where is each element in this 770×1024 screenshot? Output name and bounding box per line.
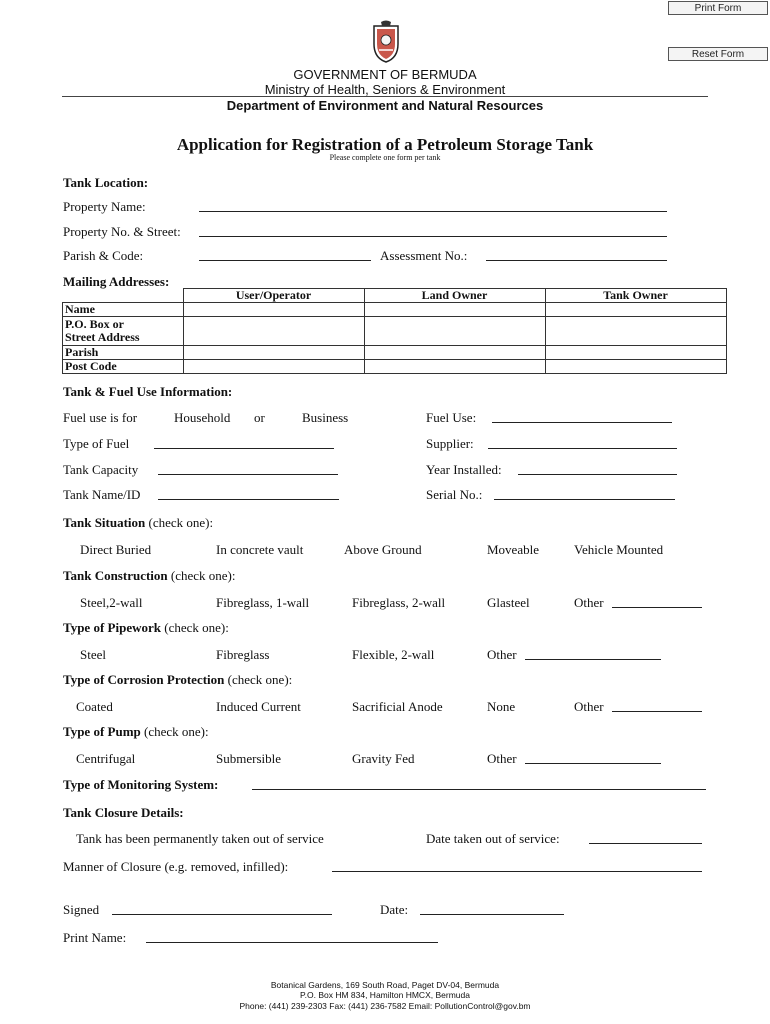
signed-label: Signed [63,902,100,917]
date-field[interactable] [420,901,564,915]
tank-situation-note: (check one): [148,515,214,530]
construction-option[interactable]: Fibreglass, 2-wall [352,595,446,610]
out-of-service-option[interactable]: Tank has been permanently taken out of service [76,831,324,846]
pump-option[interactable]: Gravity Fed [352,751,415,766]
signed-field[interactable] [112,901,332,915]
mailing-addresses-heading: Mailing Addresses: [63,274,170,289]
tank-name-id-field[interactable] [158,486,339,500]
reset-form-button[interactable]: Reset Form [668,47,768,61]
manner-label: Manner of Closure (e.g. removed, infilled): [63,859,289,874]
pipework-note: (check one): [164,620,229,635]
tank-construction-title: Tank Construction [63,568,168,583]
situation-option[interactable]: Direct Buried [80,542,152,557]
form-title: Application for Registration of a Petroleum Storage Tank [176,135,594,154]
corrosion-other-option[interactable]: Other [574,699,604,714]
tank-location-heading: Tank Location: [63,175,149,190]
footer-contact: Phone: (441) 239-2303 Fax: (441) 236-7582 Email: PollutionControl@gov.bm [239,1001,531,1011]
fuel-info-heading: Tank & Fuel Use Information: [63,384,233,399]
parish-code-label: Parish & Code: [63,248,144,263]
construction-option[interactable]: Glasteel [487,595,530,610]
construction-other-option[interactable]: Other [574,595,604,610]
property-name-label: Property Name: [63,199,146,214]
pump-other-option[interactable]: Other [487,751,517,766]
row-label-parish: Parish [63,346,184,360]
cell-input[interactable] [545,346,726,360]
cell-input[interactable] [364,346,545,360]
construction-option[interactable]: Fibreglass, 1-wall [216,595,310,610]
business-option[interactable]: Business [302,410,349,425]
tank-name-id-label: Tank Name/ID [63,487,141,502]
corrosion-option[interactable]: Coated [76,699,113,714]
pump-title: Type of Pump [63,724,141,739]
pipework-option[interactable]: Fibreglass [216,647,270,662]
row-label-address [63,317,184,346]
pipework-other-option[interactable]: Other [487,647,517,662]
cell-input[interactable] [364,303,545,317]
print-name-field[interactable] [146,929,438,943]
corrosion-option[interactable]: Induced Current [216,699,301,714]
cell-input[interactable] [364,317,545,346]
cell-input[interactable] [183,303,364,317]
tank-construction-heading [63,568,236,584]
corrosion-other-field[interactable] [612,698,702,712]
serial-no-field[interactable] [494,486,675,500]
assessment-no-field[interactable] [486,247,667,261]
cell-input[interactable] [545,303,726,317]
tank-situation-title: Tank Situation [63,515,146,530]
situation-option[interactable]: Moveable [487,542,539,557]
year-installed-field[interactable] [518,461,677,475]
fuel-use-field[interactable] [492,409,672,423]
row-label-post-code: Post Code [63,360,184,374]
date-label: Date: [380,902,409,917]
cell-input[interactable] [183,360,364,374]
type-of-fuel-label: Type of Fuel [63,436,130,451]
construction-option[interactable]: Steel,2-wall [80,595,143,610]
closure-heading: Tank Closure Details: [63,805,184,820]
pump-other-field[interactable] [525,750,661,764]
pipework-other-field[interactable] [525,646,661,660]
pipework-title: Type of Pipework [63,620,161,635]
pipework-heading [63,620,229,636]
government-title: GOVERNMENT OF BERMUDA [293,67,477,82]
year-installed-label: Year Installed: [426,462,502,477]
row-label-name: Name [63,303,184,317]
household-option[interactable]: Household [174,410,231,425]
assessment-no-label: Assessment No.: [380,248,468,263]
row-label-po-box: P.O. Box or [65,317,124,331]
property-no-field[interactable] [199,223,667,237]
parish-code-field[interactable] [199,247,371,261]
pump-heading [63,724,209,740]
bermuda-crest-icon [366,20,406,64]
cell-input[interactable] [364,360,545,374]
tank-capacity-label: Tank Capacity [63,462,139,477]
print-name-label: Print Name: [63,930,127,945]
type-of-fuel-field[interactable] [154,435,334,449]
tank-situation-heading [63,515,213,531]
pump-option[interactable]: Submersible [216,751,281,766]
column-land-owner: Land Owner [364,289,545,303]
or-text: or [254,410,265,425]
situation-option[interactable]: Vehicle Mounted [574,542,664,557]
construction-other-field[interactable] [612,594,702,608]
fuel-use-for-label: Fuel use is for [63,410,138,425]
property-no-label: Property No. & Street: [63,224,181,239]
tank-construction-note: (check one): [170,568,236,583]
column-user-operator: User/Operator [183,289,364,303]
property-name-field[interactable] [199,198,667,212]
corrosion-title: Type of Corrosion Protection [63,672,225,687]
supplier-field[interactable] [488,435,677,449]
serial-no-label: Serial No.: [426,487,483,502]
footer-address: Botanical Gardens, 169 South Road, Paget DV-04, Bermuda [270,980,500,990]
cell-input[interactable] [545,317,726,346]
date-out-field[interactable] [589,830,702,844]
supplier-label: Supplier: [426,436,474,451]
fuel-use-label: Fuel Use: [426,410,477,425]
cell-input[interactable] [183,346,364,360]
situation-option[interactable]: In concrete vault [216,542,304,557]
monitoring-label: Type of Monitoring System: [63,777,219,792]
monitoring-field[interactable] [252,776,706,790]
pump-note: (check one): [144,724,209,739]
corrosion-option[interactable]: Sacrificial Anode [352,699,443,714]
date-out-label: Date taken out of service: [426,831,560,846]
mailing-addresses-table [62,288,727,374]
pipework-option[interactable]: Flexible, 2-wall [352,647,435,662]
tank-capacity-field[interactable] [158,461,338,475]
print-form-button[interactable]: Print Form [668,1,768,15]
column-tank-owner: Tank Owner [545,289,726,303]
ministry-title: Ministry of Health, Seniors & Environment [264,82,506,97]
situation-option[interactable]: Above Ground [344,542,422,557]
header-divider [62,96,708,97]
pump-option[interactable]: Centrifugal [76,751,136,766]
form-subtitle: Please complete one form per tank [329,153,441,162]
corrosion-note: (check one): [227,672,293,687]
cell-input[interactable] [183,317,364,346]
corrosion-heading [63,672,292,688]
row-label-street: Street Address [65,330,140,344]
manner-field[interactable] [332,858,702,872]
cell-input[interactable] [545,360,726,374]
department-title: Department of Environment and Natural Resources [226,98,544,113]
pipework-option[interactable]: Steel [80,647,106,662]
corrosion-option[interactable]: None [487,699,516,714]
footer-po-box: P.O. Box HM 834, Hamilton HMCX, Bermuda [300,990,470,1000]
